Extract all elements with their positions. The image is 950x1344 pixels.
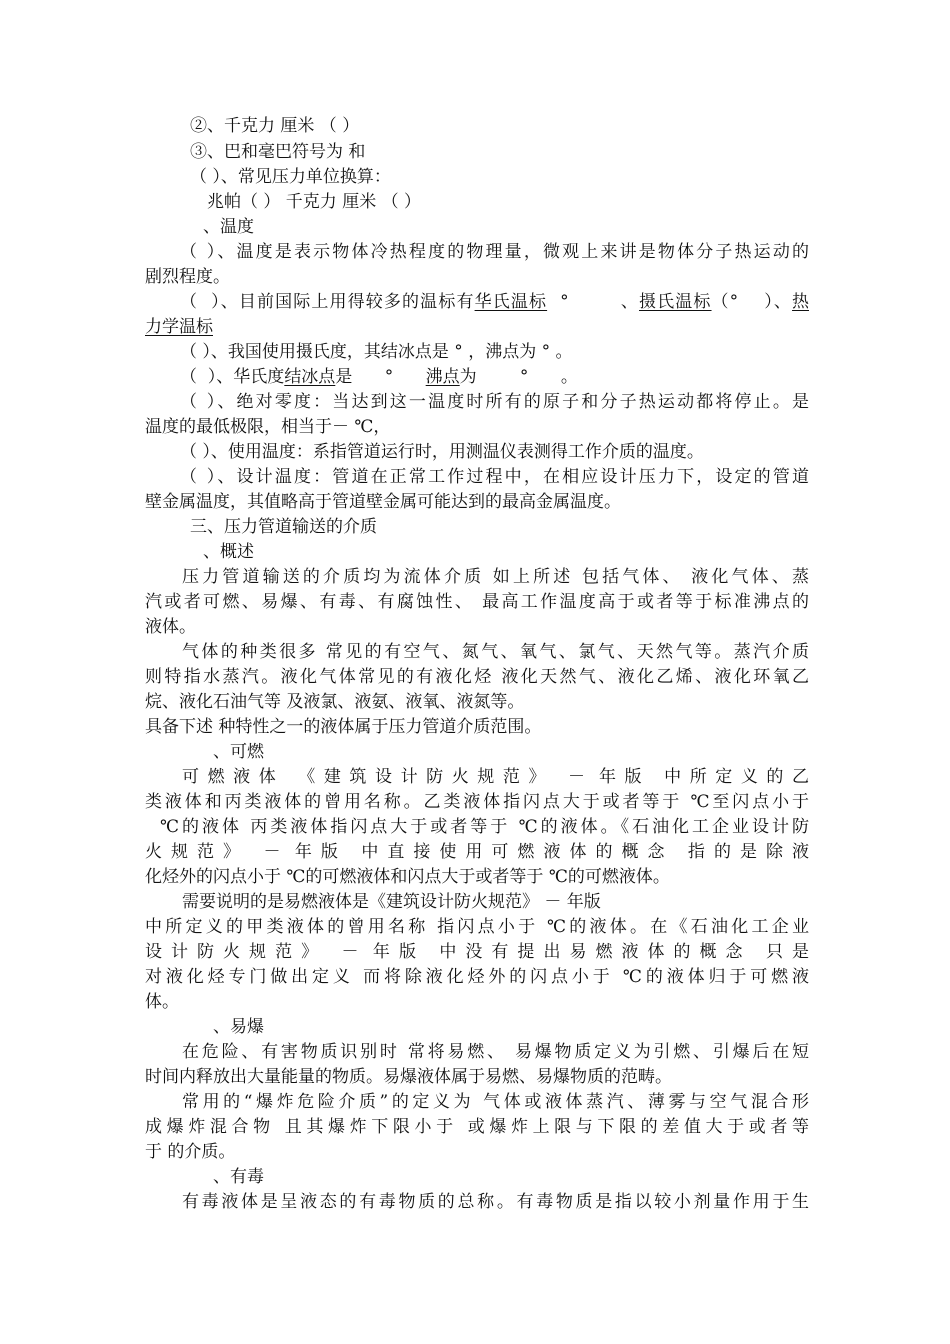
text-segment: （ ）、目前国际上用得较多的温标有 xyxy=(180,292,475,312)
text-line: 烷、液化石油气等 及液氯、液氨、液氧、液氮等。 xyxy=(145,692,525,712)
text-line: ℃的液体 丙类液体指闪点大于或者等于 ℃的液体。《石油化工企业设计防 xyxy=(160,817,809,837)
text-line: （ ）、常见压力单位换算： xyxy=(190,167,391,187)
underlined-term: 沸点 xyxy=(425,367,460,387)
section-heading: 、有毒 xyxy=(213,1167,264,1187)
underlined-term: 热 xyxy=(792,292,809,312)
text-line: 液体。 xyxy=(145,617,196,637)
section-heading: 、易爆 xyxy=(213,1017,264,1037)
text-line: 有毒液体是呈液态的有毒物质的总称。有毒物质是指以较小剂量作用于生 xyxy=(182,1192,809,1212)
text-line: 在危险、有害物质识别时 常将易燃、 易爆物质定义为引燃、引爆后在短 xyxy=(182,1042,809,1062)
text-line: （ ）、温度是表示物体冷热程度的物理量，微观上来讲是物体分子热运动的 xyxy=(180,242,809,262)
text-line: 具备下述 种特性之一的液体属于压力管道介质范围。 xyxy=(145,717,542,737)
text-line: （ ）、绝对零度：当达到这一温度时所有的原子和分子热运动都将停止。是 xyxy=(180,392,809,412)
text-line: 剧烈程度。 xyxy=(145,267,230,287)
text-line: 成爆炸混合物 且其爆炸下限小于 或爆炸上限与下限的差值大于或者等 xyxy=(145,1117,809,1137)
section-heading: 三、压力管道输送的介质 xyxy=(190,517,377,537)
text-segment: （° ）、 xyxy=(711,292,793,312)
text-line: 对液化烃专门做出定义 而将除液化烃外的闪点小于 ℃的液体归于可燃液 xyxy=(145,967,809,987)
text-line: 体。 xyxy=(145,992,179,1012)
underlined-term: 力学温标 xyxy=(145,317,213,337)
text-line: 汽或者可燃、易爆、有毒、有腐蚀性、 最高工作温度高于或者等于标准沸点的 xyxy=(145,592,809,612)
text-line: 需要说明的是易燃液体是《建筑设计防火规范》 － 年版 xyxy=(182,892,601,912)
underlined-term: 结冰点 xyxy=(284,367,336,387)
text-line: 则特指水蒸汽。液化气体常见的有液化烃 液化天然气、液化乙烯、液化环氧乙 xyxy=(145,667,809,687)
text-line: 壁金属温度，其值略高于管道壁金属可能达到的最高金属温度。 xyxy=(145,492,621,512)
text-segment: 为 ° 。 xyxy=(459,367,578,387)
section-heading: 、概述 xyxy=(203,542,254,562)
section-heading: 、温度 xyxy=(203,217,254,237)
text-line: 可燃液体 《建筑设计防火规范》 － 年版 中所定义的乙 xyxy=(182,767,809,787)
text-line: 类液体和丙类液体的曾用名称。乙类液体指闪点大于或者等于 ℃至闪点小于 xyxy=(145,792,809,812)
text-segment: 是 ° xyxy=(335,367,426,387)
text-line: 气体的种类很多 常见的有空气、氮气、氧气、氯气、天然气等。蒸汽介质 xyxy=(182,642,809,662)
text-line: （ ）、使用温度：系指管道运行时，用测温仪表测得工作介质的温度。 xyxy=(180,442,704,462)
text-line: 于 的介质。 xyxy=(145,1142,236,1162)
text-line: 设计防火规范》 － 年版 中没有提出易燃液体的概念 只是 xyxy=(145,942,809,962)
underlined-term: 华氏温标 xyxy=(474,292,548,312)
underlined-term: 摄氏温标 xyxy=(639,292,712,312)
text-segment: （ ）、华氏度 xyxy=(180,367,285,387)
text-line: 兆帕（ ） 千克力 厘米 （ ） xyxy=(207,192,422,212)
text-line: 压力管道输送的介质均为流体介质 如上所述 包括气体、 液化气体、蒸 xyxy=(182,567,809,587)
text-segment: ° 、 xyxy=(547,292,640,312)
text-line xyxy=(145,317,809,337)
text-line: （ ）、我国使用摄氏度，其结冰点是 ° ，沸点为 ° 。 xyxy=(180,342,573,362)
text-line: ②、千克力 厘米 （ ） xyxy=(190,116,360,136)
text-line xyxy=(180,367,800,387)
text-line: 化烃外的闪点小于 ℃的可燃液体和闪点大于或者等于 ℃的可燃液体。 xyxy=(145,867,670,887)
text-line: ③、巴和毫巴符号为 和 xyxy=(190,142,366,162)
section-heading: 、可燃 xyxy=(213,742,264,762)
text-line xyxy=(180,292,809,312)
text-line: 时间内释放出大量能量的物质。易爆液体属于易燃、易爆物质的范畴。 xyxy=(145,1067,672,1087)
text-line: 常用的“爆炸危险介质”的定义为 气体或液体蒸汽、薄雾与空气混合形 xyxy=(182,1092,809,1112)
text-line: （ ）、设计温度：管道在正常工作过程中，在相应设计压力下，设定的管道 xyxy=(180,467,809,487)
text-line: 火规范》 － 年版 中直接使用可燃液体的概念 指的是除液 xyxy=(145,842,809,862)
text-line: 温度的最低极限，相当于－ ℃， xyxy=(145,417,391,437)
text-line: 中所定义的甲类液体的曾用名称 指闪点小于 ℃的液体。在《石油化工企业 xyxy=(145,917,809,937)
